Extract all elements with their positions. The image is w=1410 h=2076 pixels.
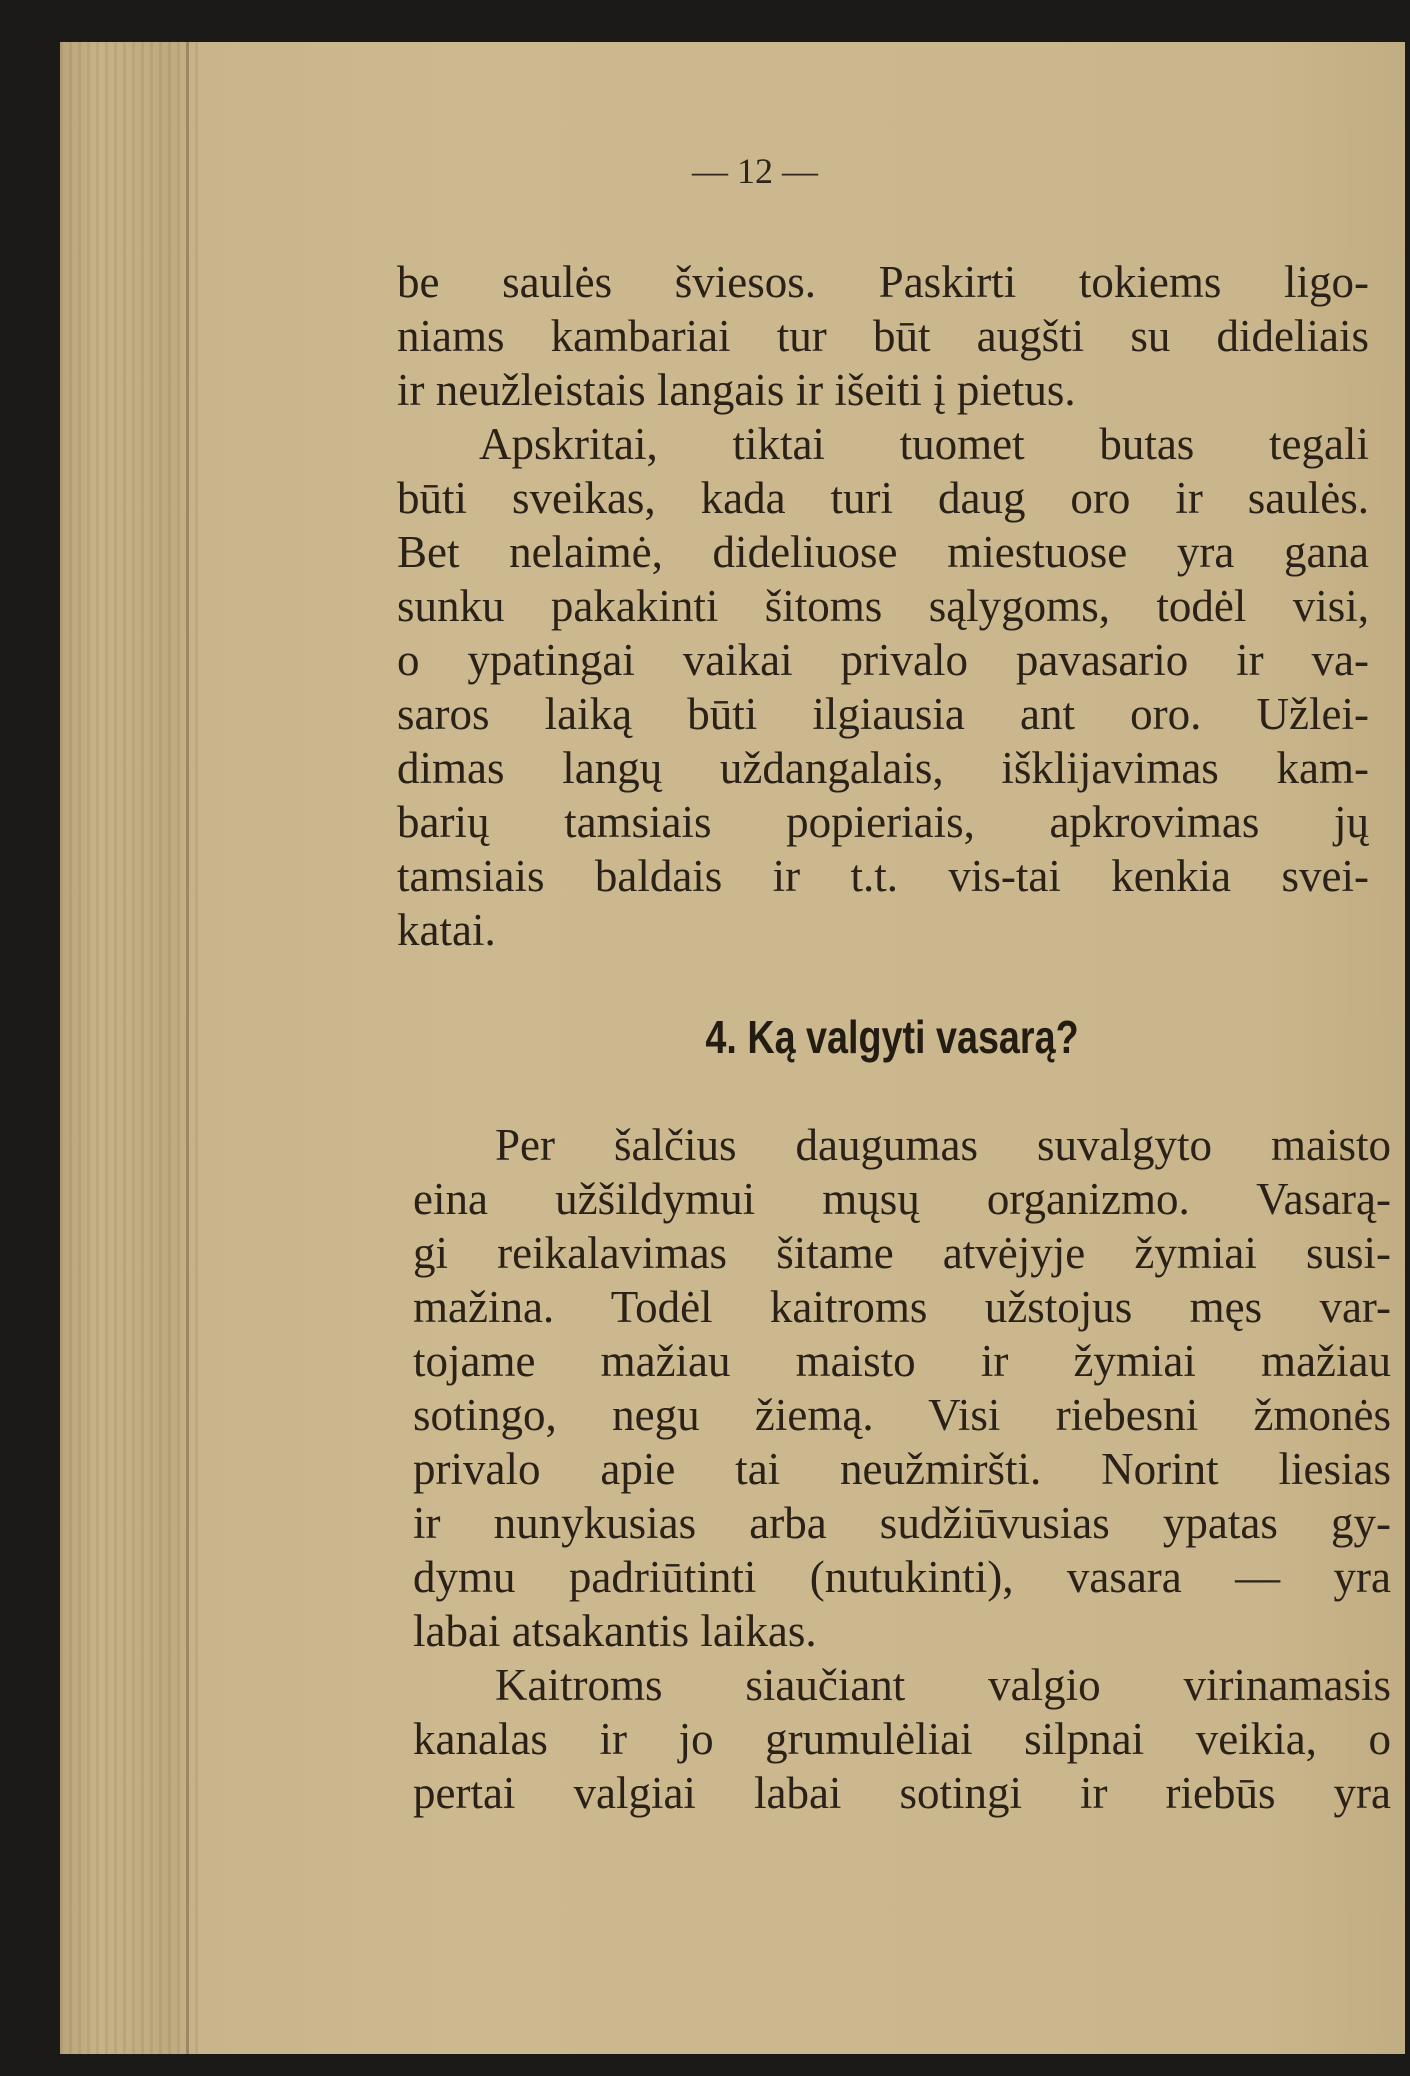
page-number: — 12 —: [692, 151, 818, 191]
text-line: tojame mažiau maisto ir žymiai mažiau: [413, 1336, 1391, 1386]
text-line: sotingo, negu žiemą. Visi riebesni žmonės: [413, 1390, 1391, 1440]
text-line: katai.: [397, 905, 496, 955]
section-heading: 4. Ką valgyti vasarą?: [705, 1011, 1079, 1063]
text-line: būti sveikas, kada turi daug oro ir saulės.: [397, 473, 1369, 523]
text-line: Per šalčius daugumas suvalgyto maisto: [495, 1120, 1391, 1170]
text-line: pertai valgiai labai sotingi ir riebūs yra: [413, 1768, 1391, 1818]
text-line: Apskritai, tiktai tuomet butas tegali: [479, 419, 1369, 469]
text-line: privalo apie tai neužmiršti. Norint liesias: [413, 1444, 1391, 1494]
paragraph-block-2: [413, 1118, 1391, 1820]
text-line: niams kambariai tur būt augšti su dideliais: [397, 311, 1369, 361]
text-line: eina užšildymui mųsų organizmo. Vasarą-: [413, 1174, 1391, 1224]
paragraph-block-1: [397, 255, 1369, 957]
text-line: tamsiais baldais ir t.t. vis-tai kenkia svei-: [397, 851, 1369, 901]
page-binding-edge: [60, 42, 200, 2054]
text-line: saros laiką būti ilgiausia ant oro. Užlei-: [397, 689, 1369, 739]
text-line: mažina. Todėl kaitroms užstojus męs var-: [413, 1282, 1391, 1332]
page-fold-line: [186, 42, 189, 2054]
text-line: sunku pakakinti šitoms sąlygoms, todėl visi,: [397, 581, 1369, 631]
text-line: o ypatingai vaikai privalo pavasario ir va-: [397, 635, 1369, 685]
text-line: ir nunykusias arba sudžiūvusias ypatas gy-: [413, 1498, 1391, 1548]
text-line: kanalas ir jo grumulėliai silpnai veikia, o: [413, 1714, 1391, 1764]
text-line: Kaitroms siaučiant valgio virinamasis: [495, 1660, 1391, 1710]
text-line: dimas langų uždangalais, išklijavimas kam-: [397, 743, 1369, 793]
text-line: barių tamsiais popieriais, apkrovimas jų: [397, 797, 1369, 847]
text-line: ir neužleistais langais ir išeiti į pietus.: [397, 365, 1076, 415]
text-line: labai atsakantis laikas.: [413, 1606, 817, 1656]
text-line: Bet nelaimė, dideliuose miestuose yra gana: [397, 527, 1369, 577]
text-line: dymu padriūtinti (nutukinti), vasara — yra: [413, 1552, 1391, 1602]
text-line: be saulės šviesos. Paskirti tokiems ligo-: [397, 257, 1369, 307]
text-line: gi reikalavimas šitame atvėjyje žymiai susi-: [413, 1228, 1391, 1278]
